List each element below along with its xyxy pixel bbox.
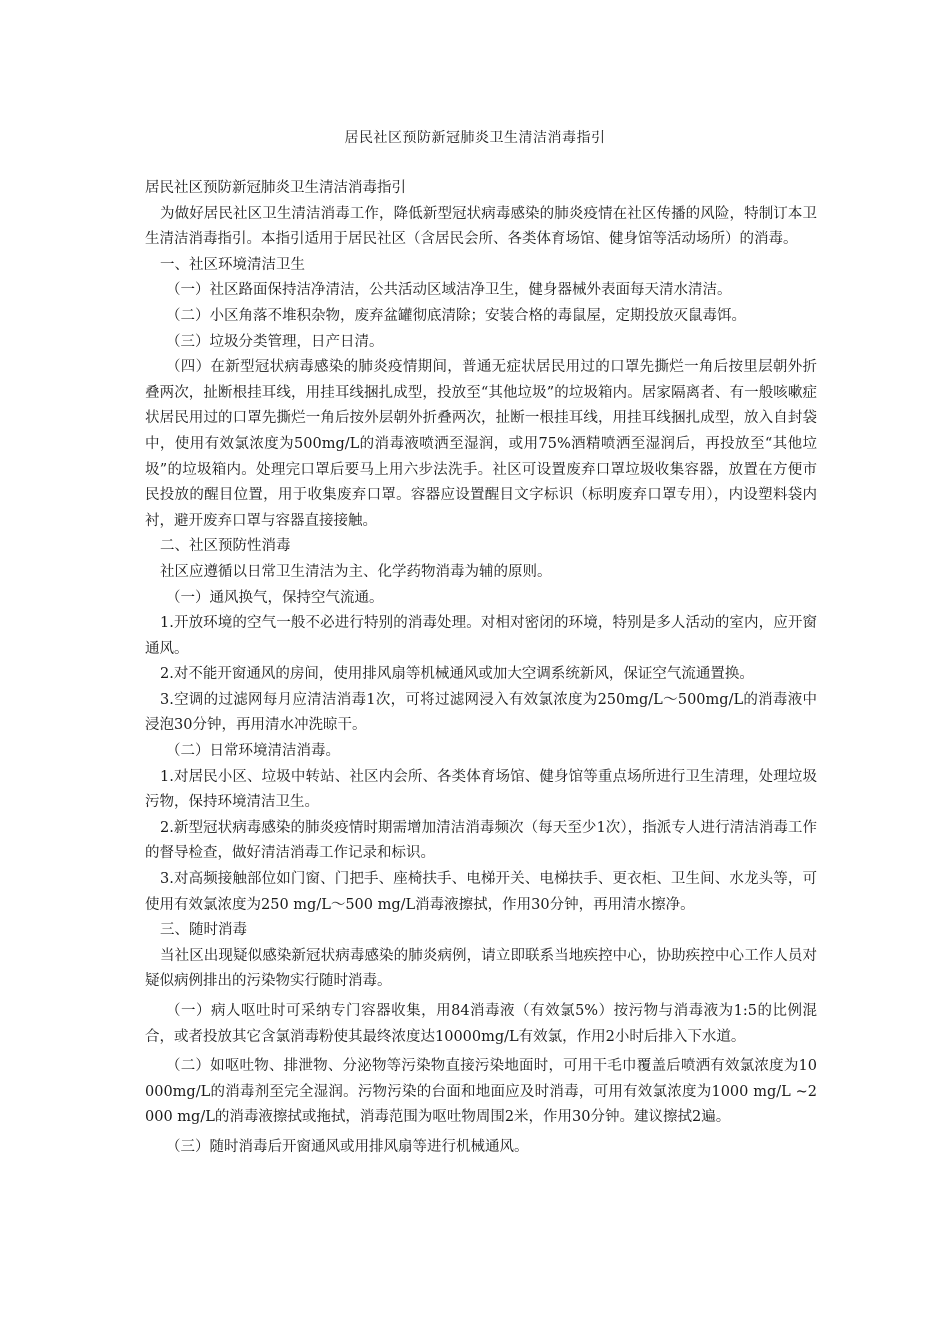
paragraph-1-1: （一）社区路面保持洁净清洁，公共活动区域洁净卫生，健身器械外表面每天清水清洁。: [166, 282, 732, 299]
document-body: [145, 176, 817, 1161]
paragraph-1-4: （四）在新型冠状病毒感染的肺炎疫情期间，普通无症状居民用过的口罩先撕烂一角后按里层朝外折叠两次，扯断根挂耳线，用挂耳线捆扎成型，投放至“其他垃圾”的垃圾箱内。居家隔离者、有一般咳嗽症状居民用过的口罩先撕烂一角后按外层朝外折叠两次，扯断一根挂耳线，用挂耳线捆扎成型，放入自封袋中，使用有效氯浓度为500mg/L的消毒液喷洒至湿润，或用75%酒精喷洒至湿润后，再投放至“其他垃圾”的垃圾箱内。处理完口罩后要马上用六步法洗手。社区可设置废弃口罩垃圾收集容器，放置在方便市民投放的醒目位置，用于收集废弃口罩。容器应设置醒目文字标识（标明废弃口罩专用），内设塑料袋内衬，避开废弃口罩与容器直接接触。: [145, 359, 817, 529]
paragraph-3-2: （二）如呕吐物、排泄物、分泌物等污染物直接污染地面时，可用干毛巾覆盖后喷洒有效氯浓度为10000mg/L的消毒剂至完全湿润。污物污染的台面和地面应及时消毒，可用有效氯浓度为1000 mg/L ~2000 mg/L的消毒液擦拭或拖拭，消毒范围为呕吐物周围2米，作用30分钟。建议擦拭2遍。: [145, 1058, 817, 1126]
paragraph-2-2-1: 1.对居民小区、垃圾中转站、社区内会所、各类体育场馆、健身馆等重点场所进行卫生清理，处理垃圾污物，保持环境清洁卫生。: [145, 768, 817, 811]
document-title: 居民社区预防新冠肺炎卫生清洁消毒指引: [344, 130, 606, 146]
paragraph-2-2-2: 2.新型冠状病毒感染的肺炎疫情时期需增加清洁消毒频次（每天至少1次），指派专人进行清洁消毒工作的督导检查，做好清洁消毒工作记录和标识。: [145, 819, 817, 862]
paragraph-1-3: （三）垃圾分类管理，日产日清。: [166, 333, 384, 350]
paragraph-2-1-2: 2.对不能开窗通风的房间，使用排风扇等机械通风或加大空调系统新风，保证空气流通置换。: [160, 666, 754, 683]
body-heading: 居民社区预防新冠肺炎卫生清洁消毒指引: [145, 180, 406, 196]
paragraph-1-2: （二）小区角落不堆积杂物，废弃盆罐彻底清除；安装合格的毒鼠屋，定期投放灭鼠毒饵。: [166, 307, 746, 324]
paragraph-2-1-1: 1.开放环境的空气一般不必进行特别的消毒处理。对相对密闭的环境，特别是多人活动的室内，应开窗通风。: [145, 615, 817, 657]
paragraph-2-1-3: 3.空调的过滤网每月应清洁消毒1次，可将过滤网浸入有效氯浓度为250mg/L～500mg/L的消毒液中浸泡30分钟，再用清水冲洗晾干。: [145, 691, 817, 734]
paragraph-3-3: （三）随时消毒后开窗通风或用排风扇等进行机械通风。: [166, 1138, 529, 1155]
paragraph-2-1: （一）通风换气，保持空气流通。: [166, 589, 384, 606]
paragraph-2-2-3: 3.对高频接触部位如门窗、门把手、座椅扶手、电梯开关、电梯扶手、更衣柜、卫生间、水龙头等，可使用有效氯浓度为250 mg/L～500 mg/L消毒液擦拭，作用30分钟，再用清水擦净。: [145, 871, 817, 913]
section-heading-1: 一、社区环境清洁卫生: [160, 256, 305, 273]
intro-paragraph: 为做好居民社区卫生清洁消毒工作，降低新型冠状病毒感染的肺炎疫情在社区传播的风险，特制订本卫生清洁消毒指引。本指引适用于居民社区（含居民会所、各类体育场馆、健身馆等活动场所）的消毒。: [145, 205, 817, 248]
section-heading-2: 二、社区预防性消毒: [160, 538, 291, 555]
paragraph-3-1: （一）病人呕吐时可采纳专门容器收集，用84消毒液（有效氯5%）按污物与消毒液为1:5的比例混合，或者投放其它含氯消毒粉使其最终浓度达10000mg/L有效氯，作用2小时后排入下水道。: [145, 1003, 817, 1045]
section-heading-3: 三、随时消毒: [160, 922, 247, 939]
paragraph-3-intro: 当社区出现疑似感染新冠状病毒感染的肺炎病例，请立即联系当地疾控中心，协助疾控中心工作人员对疑似病例排出的污染物实行随时消毒。: [145, 947, 817, 990]
paragraph-2-intro: 社区应遵循以日常卫生清洁为主、化学药物消毒为辅的原则。: [160, 563, 552, 580]
paragraph-2-2: （二）日常环境清洁消毒。: [166, 743, 340, 760]
